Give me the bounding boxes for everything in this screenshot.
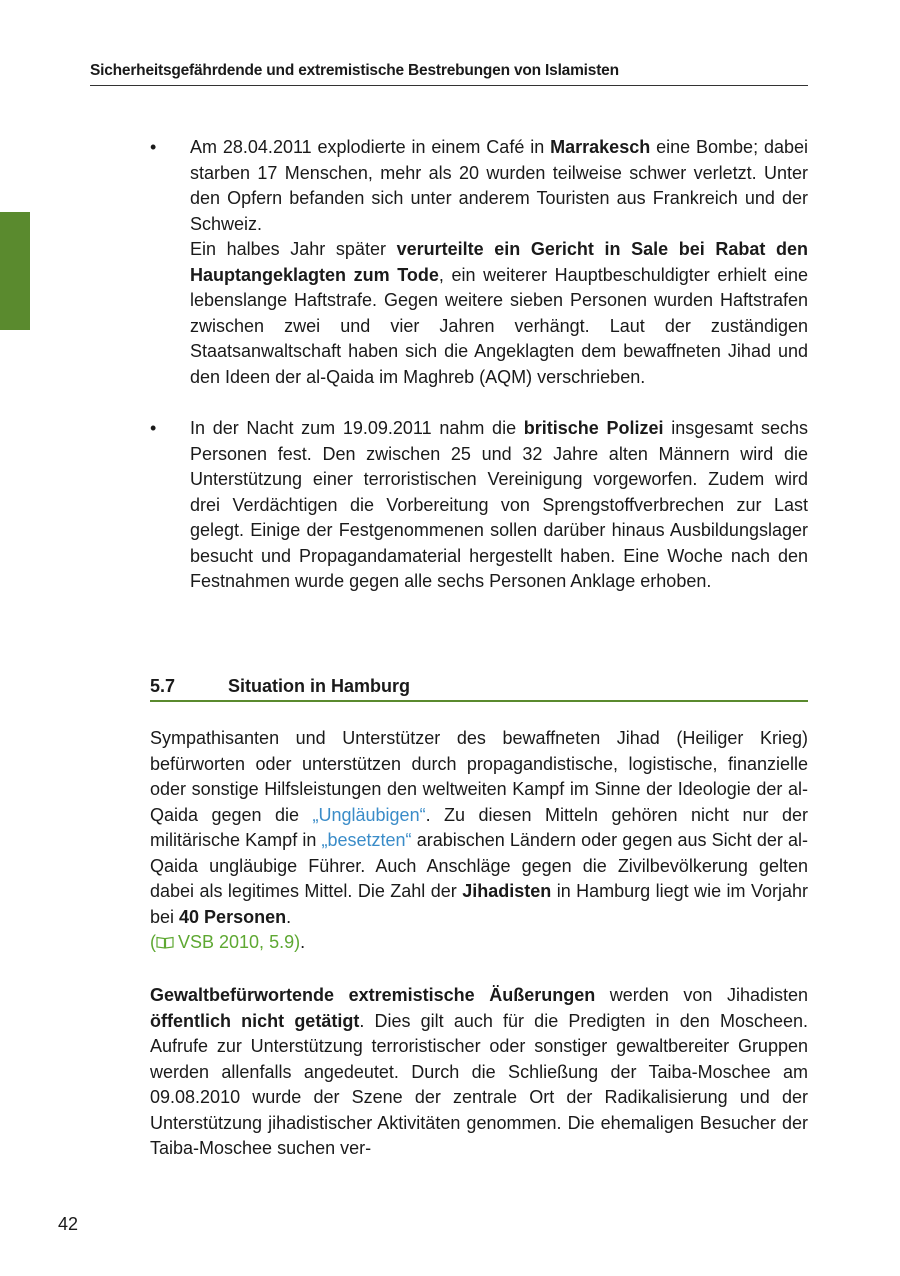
bullet-paragraph: [190, 135, 808, 237]
text-run: arabischen Ländern oder gegen aus Sicht der al-Qaida ungläubige Führer. Auch Anschläge gegen die Zivilbevölkerung gelten dabei als legitimes Mittel. Die Zahl der: [150, 830, 808, 901]
bold-text: britische Polizei: [523, 418, 664, 438]
text-run: werden von Jihadisten: [595, 985, 809, 1005]
running-header: Sicherheitsgefährdende und extremistische Bestrebungen von Islamisten: [90, 62, 808, 86]
bold-text: Marrakesch: [550, 137, 651, 157]
text-run: Sympathisanten und Unterstützer des bewaffneten Jihad (Heiliger Krieg) befürworten oder unterstützen durch propagandistische, logistische, finanzielle oder sonstige Hilfsleistungen den weltweiten Kampf im Sinne der Ideologie der al-Qaida gegen die: [150, 728, 808, 825]
bold-text: verurteilte ein Gericht in Sale bei Rabat den Hauptangeklagten zum Tode: [190, 239, 808, 285]
section-heading: [150, 674, 808, 702]
text-run: , ein weiterer Hauptbeschuldigter erhielt eine lebenslange Haftstrafe. Gegen weitere sieben Personen wurden Haftstrafen zwischen zwei und vier Jahren verhängt. Laut der zuständigen Staatsanwaltschaft haben sich die Angeklagten dem bewaffneten Jihad und den Ideen der al-Qaida im Maghreb (AQM) verschrieben.: [190, 264, 809, 387]
page-number: 42: [58, 1214, 79, 1234]
list-item: [150, 416, 808, 595]
text-run: . Zu diesen Mitteln gehören nicht nur der militärische Kampf in: [150, 804, 808, 850]
text-run: .: [286, 906, 292, 927]
section-number: 5.7: [150, 676, 176, 696]
text-run: .: [300, 932, 306, 952]
bullet-paragraph: [190, 416, 808, 595]
bold-text: Gewaltbefürwortende extremistische Äußerungen: [150, 985, 596, 1005]
text-run: Ein halbes Jahr später: [190, 239, 397, 259]
text-run: In der Nacht zum 19.09.2011 nahm die: [190, 418, 524, 438]
ref-paren: (: [150, 932, 156, 952]
body-paragraph-2: [150, 983, 808, 1162]
bold-text: Jihadisten: [462, 881, 552, 901]
section-title: Situation in Hamburg: [228, 676, 410, 696]
text-run: insgesamt sechs Personen fest. Den zwischen 25 und 32 Jahre alten Männern wird die Unterstützung einer terroristischen Vereinigung vorgeworfen. Zudem wird drei Verdächtigen die Vorbereitung von Sprengstoffverbrechen zur Last gelegt. Einige der Festgenommenen sollen darüber hinaus Ausbildungslager besucht und Propagandamaterial hergestellt haben. Eine Woche nach den Festnahmen wurde gegen alle sechs Personen Anklage erhoben.: [190, 418, 808, 591]
text-run: in Hamburg liegt wie im Vorjahr bei: [150, 881, 808, 927]
ref-paren: ): [294, 932, 301, 952]
chapter-color-tab: [0, 212, 30, 330]
text-run: . Dies gilt auch für die Predigten in den Moscheen. Aufrufe zur Unterstützung terroristischer oder sonstiger gewaltbereiter Gruppen werden allenfalls angedeutet. Durch die Schließung der Taiba-Moschee am 09.08.2010 wurde der Szene der zentrale Ort der Radikalisierung und der Unterstützung jihadistischer Aktivitäten genommen. Die ehemaligen Besucher der Taiba-Moschee suchen ver-: [150, 1010, 809, 1158]
glossary-link-unglaeubige[interactable]: „Ungläubigen“: [312, 804, 426, 825]
bullet-list: [150, 135, 808, 621]
bullet-marker: •: [150, 418, 157, 438]
bullet-marker: •: [150, 137, 157, 157]
ref-text: VSB 2010, 5.9: [178, 932, 295, 952]
list-item: [150, 135, 808, 390]
body-paragraph-1: [150, 726, 808, 956]
bullet-paragraph: [190, 237, 808, 390]
text-run: Am 28.04.2011 explodierte in einem Café in: [190, 137, 551, 157]
book-icon: [156, 936, 174, 949]
bold-text: öffentlich nicht getätigt: [150, 1010, 360, 1031]
bold-text: 40 Personen: [179, 906, 287, 927]
cross-reference-link[interactable]: [150, 932, 300, 952]
glossary-link-besetzt[interactable]: „besetzten“: [321, 830, 412, 850]
text-run: eine Bombe; dabei starben 17 Menschen, mehr als 20 wurden teilweise schwer verletzt. Unter den Opfern befanden sich unter anderem Touristen aus Frankreich und der Schweiz.: [190, 137, 809, 234]
